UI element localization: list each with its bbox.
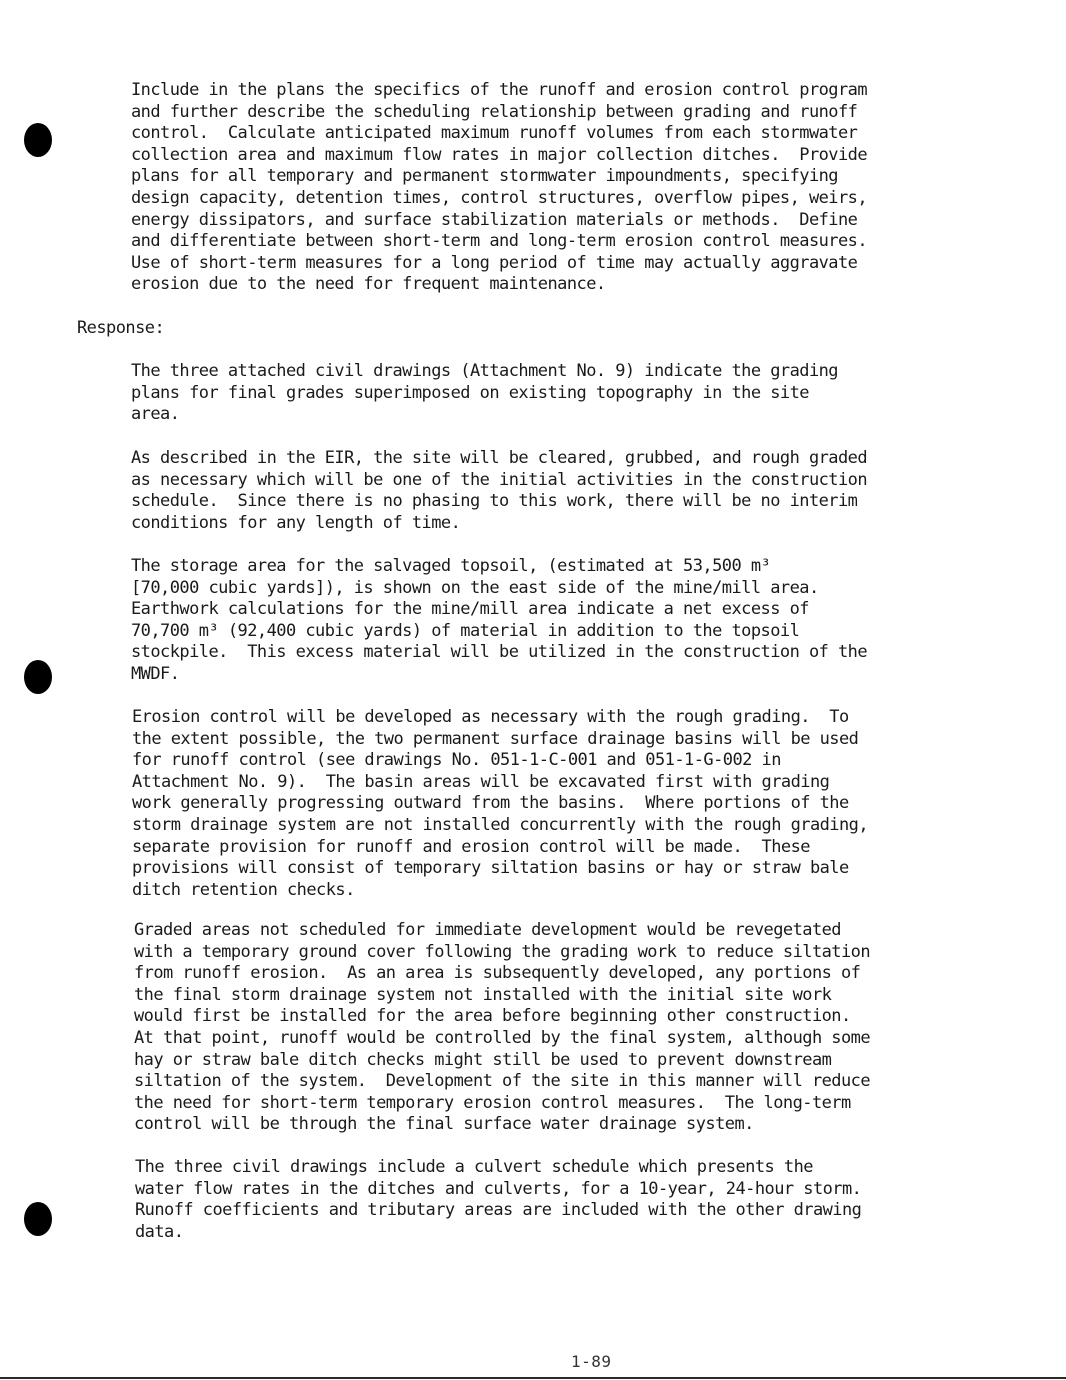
- text-line: separate provision for runoff and erosion control will be made. These: [132, 836, 810, 857]
- text-line: schedule. Since there is no phasing to this work, there will be no interim: [131, 491, 858, 512]
- text-line: Graded areas not scheduled for immediate development would be revegetated: [134, 920, 841, 940]
- text-line: siltation of the system. Development of the site in this manner will reduce: [134, 1071, 871, 1092]
- text-line: Include in the plans the specifics of the runoff and erosion control program: [131, 80, 868, 100]
- text-line: 70,700 m³ (92,400 cubic yards) of material in addition to the topsoil: [131, 620, 800, 641]
- text-line: plans for all temporary and permanent stormwater impoundments, specifying: [131, 166, 838, 187]
- text-line: The three civil drawings include a culvert schedule which presents the: [135, 1157, 813, 1177]
- text-line: from runoff erosion. As an area is subsequently developed, any portions of: [134, 963, 861, 984]
- text-line: energy dissipators, and surface stabilization materials or methods. Define: [131, 209, 858, 230]
- text-line: ditch retention checks.: [132, 879, 355, 900]
- text-line: Erosion control will be developed as necessary with the rough grading. To: [132, 707, 849, 727]
- bottom-rule: [0, 1377, 1066, 1379]
- text-line: area.: [131, 404, 180, 425]
- text-line: with a temporary ground cover following the grading work to reduce siltation: [134, 941, 871, 962]
- text-line: design capacity, detention times, control structures, overflow pipes, weirs,: [131, 187, 868, 208]
- text-line: erosion due to the need for frequent maintenance.: [131, 274, 606, 295]
- text-line: The storage area for the salvaged topsoil, (estimated at 53,500 m³: [131, 556, 771, 576]
- text-line: and differentiate between short-term and long-term erosion control measures.: [131, 231, 868, 252]
- response-paragraph-6: [135, 1157, 861, 1243]
- text-line: Earthwork calculations for the mine/mill area indicate a net excess of: [131, 599, 809, 620]
- text-line: provisions will consist of temporary siltation basins or hay or straw bale: [132, 858, 849, 879]
- intro-paragraph: [131, 80, 867, 296]
- text-line: MWDF.: [131, 663, 180, 684]
- text-line: the extent possible, the two permanent surface drainage basins will be used: [132, 728, 859, 749]
- text-line: work generally progressing outward from the basins. Where portions of the: [132, 793, 849, 814]
- text-line: Use of short-term measures for a long period of time may actually aggravate: [131, 252, 858, 273]
- text-line: for runoff control (see drawings No. 051-1-C-001 and 051-1-G-002 in: [132, 750, 781, 771]
- punch-hole-top: [24, 123, 52, 157]
- text-line: water flow rates in the ditches and culverts, for a 10-year, 24-hour storm.: [135, 1178, 862, 1199]
- response-paragraph-2: [131, 448, 867, 534]
- text-line: Runoff coefficients and tributary areas are included with the other drawing: [135, 1200, 862, 1221]
- text-line: [70,000 cubic yards]), is shown on the east side of the mine/mill area.: [131, 577, 819, 598]
- text-line: conditions for any length of time.: [131, 512, 461, 533]
- response-paragraph-3: [131, 556, 867, 686]
- response-paragraph-5: [134, 920, 870, 1136]
- text-line: As described in the EIR, the site will be cleared, grubbed, and rough graded: [131, 448, 868, 468]
- text-line: the final storm drainage system not installed with the initial site work: [134, 984, 832, 1005]
- text-line: hay or straw bale ditch checks might still be used to prevent downstream: [134, 1049, 832, 1070]
- page-number: 1-89: [571, 1352, 612, 1371]
- text-line: storm drainage system are not installed concurrently with the rough grading,: [132, 814, 869, 835]
- response-paragraph-1: [131, 361, 838, 426]
- response-paragraph-4: [132, 707, 868, 901]
- text-line: control. Calculate anticipated maximum runoff volumes from each stormwater: [131, 123, 858, 144]
- text-line: Attachment No. 9). The basin areas will be excavated first with grading: [132, 771, 830, 792]
- punch-hole-bottom: [24, 1202, 52, 1236]
- text-line: as necessary which will be one of the initial activities in the construction: [131, 469, 868, 490]
- text-line: The three attached civil drawings (Attachment No. 9) indicate the grading: [131, 361, 838, 381]
- punch-hole-middle: [24, 660, 52, 694]
- text-line: plans for final grades superimposed on existing topography in the site: [131, 382, 809, 403]
- text-line: would first be installed for the area before beginning other construction.: [134, 1006, 851, 1027]
- text-line: stockpile. This excess material will be utilized in the construction of the: [131, 642, 868, 663]
- text-line: collection area and maximum flow rates in major collection ditches. Provide: [131, 144, 868, 165]
- text-line: and further describe the scheduling relationship between grading and runoff: [131, 101, 858, 122]
- text-line: data.: [135, 1221, 184, 1242]
- response-heading: Response:: [77, 318, 165, 338]
- text-line: At that point, runoff would be controlled by the final system, although some: [134, 1027, 871, 1048]
- text-line: control will be through the final surface water drainage system.: [134, 1114, 754, 1135]
- text-line: the need for short-term temporary erosion control measures. The long-term: [134, 1092, 851, 1113]
